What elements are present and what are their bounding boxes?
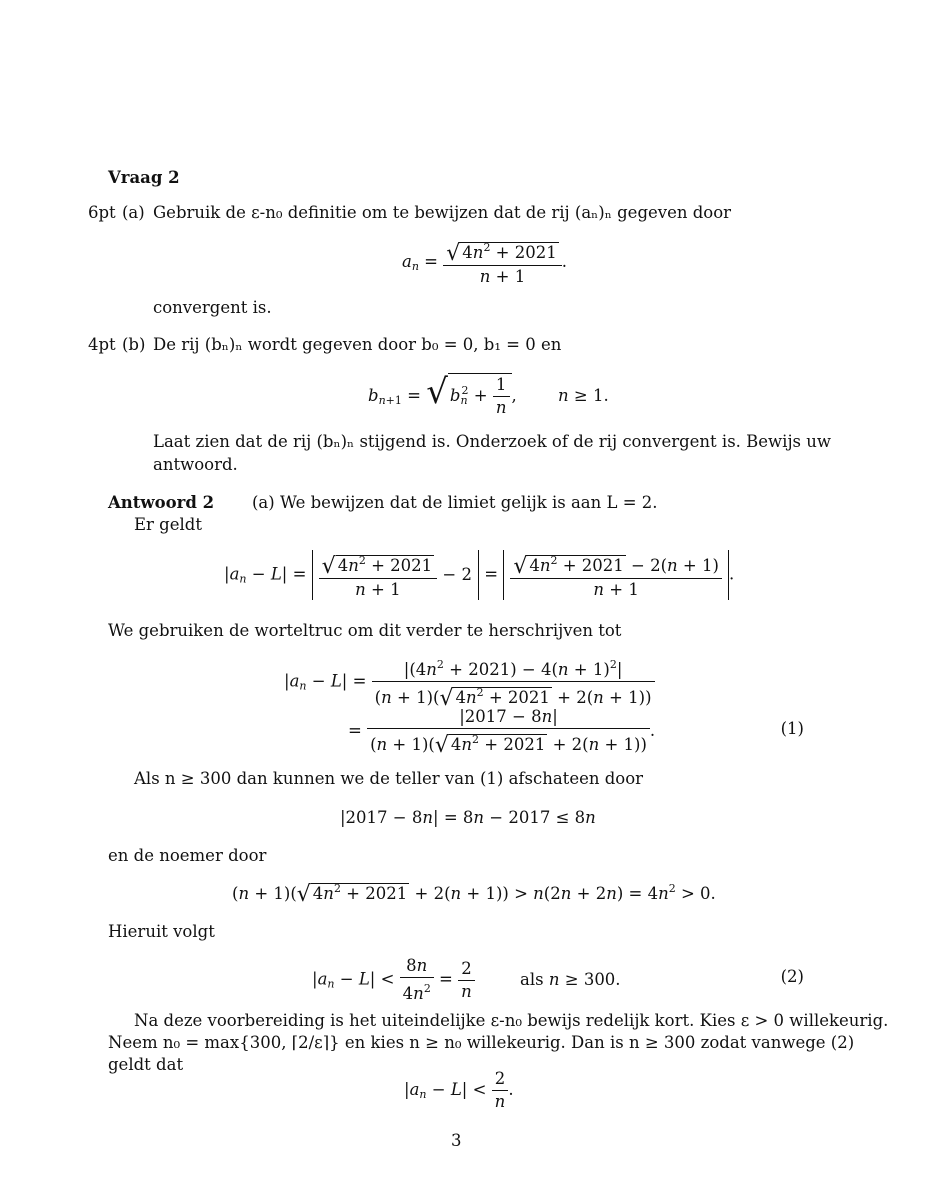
equation-tag-1: (1): [780, 719, 804, 738]
part-a-points: 6pt: [88, 203, 116, 222]
equation-tag-2: (2): [780, 967, 804, 986]
equation-2-line-2: = $\frac{|2017 - 8n|}{(n + 1)(√ 4n^2 + 2021 + 2(n + 1))}$ .: [348, 707, 656, 758]
part-b-points: 4pt: [88, 335, 116, 354]
hieruit-text: Hieruit volgt: [108, 922, 215, 941]
answer-intro: (a) We bewijzen dat de limiet gelijk is aan L = 2.: [252, 493, 658, 512]
answer-heading: Antwoord 2: [108, 493, 215, 512]
paragraph-line-2: Neem n₀ = max{300, ⌈2/ε⌉} en kies n ≥ n₀ willekeurig. Dan is n ≥ 300 zodat vanwege (2): [108, 1033, 855, 1052]
paragraph-line-1: Na deze voorbereiding is het uiteindelijke ε-n₀ bewijs redelijk kort. Kies ε > 0 willekeurig.: [134, 1011, 889, 1030]
part-b-intro: De rij (bₙ)ₙ wordt gegeven door b₀ = 0, b₁ = 0 en: [153, 335, 562, 354]
equation-2-line-1: $|a_n - L|$ = $\frac{|(4n^2 + 2021) - 4(n + 1)^2|}{(n + 1)(√ 4n^2 + 2021 + 2(n + 1))}$: [284, 654, 655, 710]
paragraph-line-3: geldt dat: [108, 1055, 184, 1074]
equation-4: (n + 1)(√ $4n^2 + 2021 + 2(n + 1)) > n(2n + 2n) = 4n^2 > 0$.: [232, 882, 716, 907]
equation-6: $|a_n - L|$ < $\frac{2}{n}$ .: [404, 1069, 514, 1111]
part-b-after-1: Laat zien dat de rij (bₙ)ₙ stijgend is. Onderzoek of de rij convergent is. Bewijs uw: [153, 432, 832, 451]
worteltruc-text: We gebruiken de worteltruc om dit verder te herschrijven tot: [108, 621, 622, 640]
formula-bn: $b_{n+1}$ = √ $b_n^2$ + $\frac{1}{n}$ , n ≥ 1.: [368, 372, 609, 417]
page-number: 3: [451, 1131, 462, 1150]
noemer-text: en de noemer door: [108, 846, 267, 865]
part-b-label: (b): [122, 335, 146, 354]
question-heading: Vraag 2: [108, 168, 180, 187]
equation-3: |2017 − 8n| = 8n − 2017 ≤ 8n: [340, 808, 596, 827]
equation-1: $|a_n - L|$ = $\frac{√ 4n^2 + 2021}{n + 1}$ − 2 = $\frac{√ 4n^2 + 2021 - 2(n + 1)}{n + 1}$ .: [224, 550, 734, 600]
formula-an: $a_n$ = $\frac{√ 4n^2 + 2021}{n + 1}$ .: [402, 237, 567, 288]
er-geldt: Er geldt: [134, 515, 202, 534]
part-a-after: convergent is.: [153, 298, 272, 317]
equation-5: $|a_n - L|$ < $\frac{8n}{4n^2}$ = $\frac{2}{n}$ als n ≥ 300.: [312, 956, 621, 1003]
als-text: Als n ≥ 300 dan kunnen we de teller van (1) afschateen door: [134, 769, 644, 788]
part-a-label: (a): [122, 203, 145, 222]
part-a-intro: Gebruik de ε-n₀ definitie om te bewijzen dat de rij (aₙ)ₙ gegeven door: [153, 203, 732, 222]
part-b-after-2: antwoord.: [153, 455, 238, 474]
